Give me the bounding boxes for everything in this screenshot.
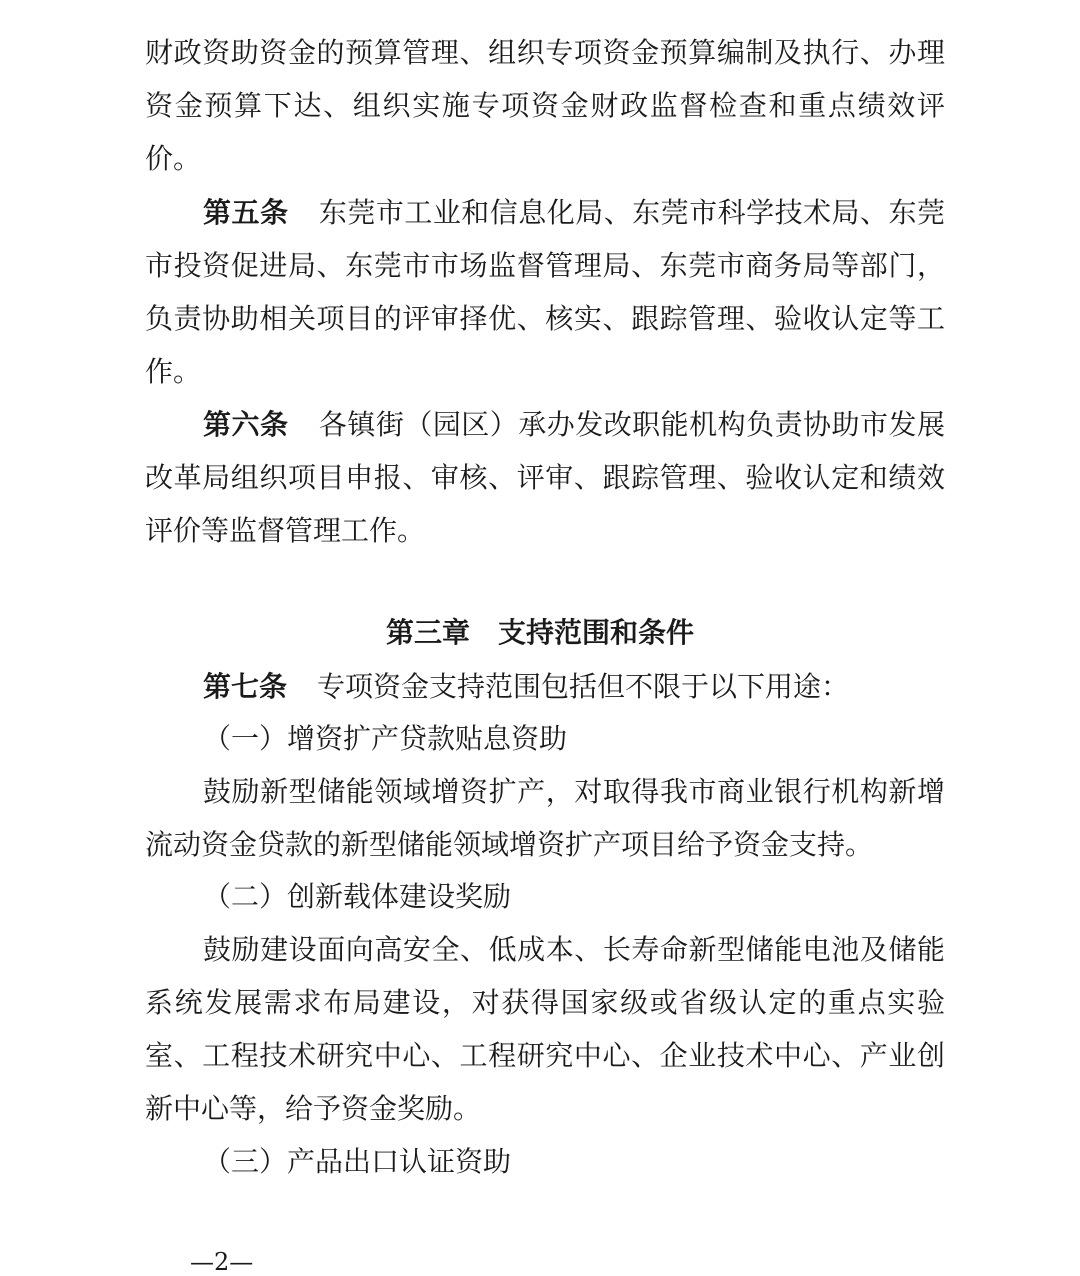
- text-line: 价。: [145, 142, 202, 175]
- text-line: 财政资助资金的预算管理、组织专项资金预算编制及执行、办理: [145, 36, 945, 69]
- text-line: 作。: [145, 355, 202, 388]
- text-line: 评价等监督管理工作。: [145, 514, 426, 547]
- section-1-title: （一）增资扩产贷款贴息资助: [203, 722, 568, 755]
- text-line: 专项资金支持范围包括但不限于以下用途：: [317, 670, 850, 703]
- article-7-heading: 第七条: [203, 670, 288, 703]
- text-line: 流动资金贷款的新型储能领域增资扩产项目给予资金支持。: [145, 828, 874, 861]
- text-line: 负责协助相关项目的评审择优、核实、跟踪管理、验收认定等工: [145, 302, 945, 335]
- text-line: 系统发展需求布局建设，对获得国家级或省级认定的重点实验: [145, 986, 945, 1019]
- chapter-heading: 第三章 支持范围和条件: [385, 616, 694, 649]
- text-line: 室、工程技术研究中心、工程研究中心、企业技术中心、产业创: [145, 1039, 945, 1072]
- text-line: 鼓励新型储能领域增资扩产，对取得我市商业银行机构新增: [203, 775, 945, 808]
- article-6-first-line: [203, 408, 945, 442]
- text-line: 鼓励建设面向高安全、低成本、长寿命新型储能电池及储能: [203, 933, 945, 966]
- article-5-first-line: [203, 196, 945, 230]
- text-line: 各镇街（园区）承办发改职能机构负责协助市发展: [318, 408, 945, 441]
- article-6-heading: 第六条: [203, 408, 289, 441]
- page-number: —2—: [190, 1248, 254, 1276]
- text-line: 改革局组织项目申报、审核、评审、跟踪管理、验收认定和绩效: [145, 461, 945, 494]
- article-7-first-line: [203, 670, 945, 704]
- text-line: 新中心等，给予资金奖励。: [145, 1092, 482, 1125]
- text-line: 市投资促进局、东莞市市场监督管理局、东莞市商务局等部门，: [145, 249, 945, 282]
- text-line: 东莞市工业和信息化局、东莞市科学技术局、东莞: [318, 196, 945, 229]
- section-3-title: （三）产品出口认证资助: [203, 1145, 512, 1178]
- article-5-heading: 第五条: [203, 196, 289, 229]
- section-2-title: （二）创新载体建设奖励: [203, 880, 512, 913]
- text-line: 资金预算下达、组织实施专项资金财政监督检查和重点绩效评: [145, 89, 945, 122]
